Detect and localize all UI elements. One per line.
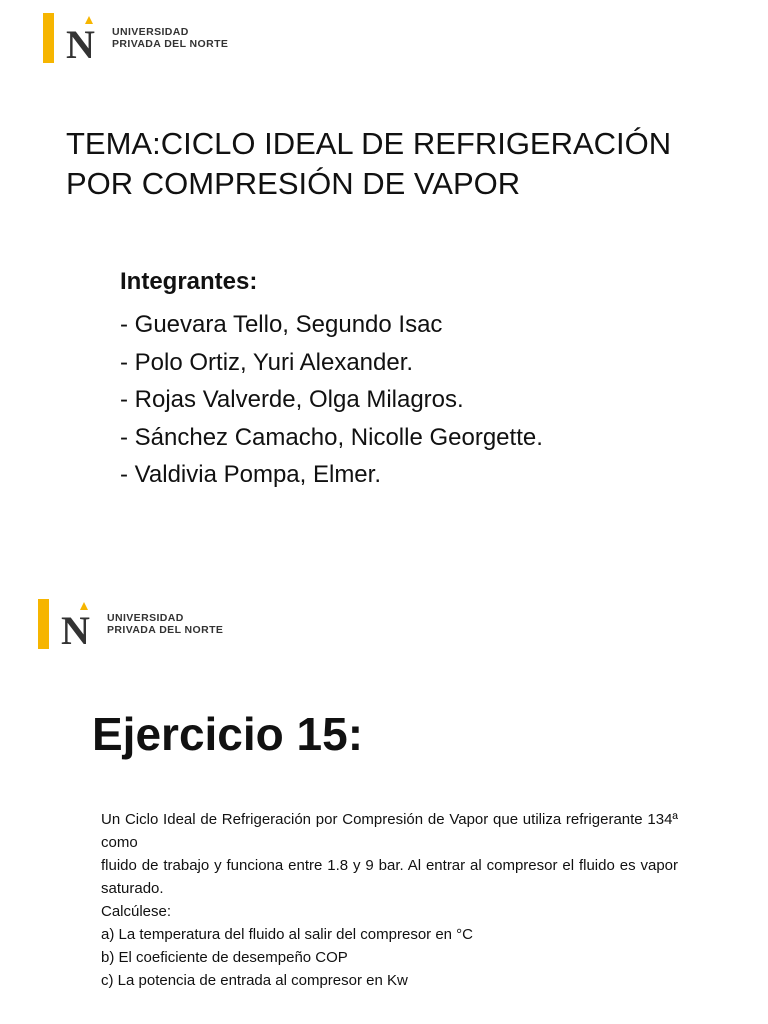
university-logo: [43, 13, 228, 63]
member-item: - Valdivia Pompa, Elmer.: [120, 461, 381, 488]
logo-text-line2: PRIVADA DEL NORTE: [107, 624, 224, 636]
slide-title: [66, 124, 726, 204]
logo-n-icon: [66, 16, 102, 60]
slide-title-line2: POR COMPRESIÓN DE VAPOR: [66, 166, 521, 201]
logo-n-icon: [61, 602, 97, 646]
problem-paragraph: a) La temperatura del fluido al salir del compresor en °C: [101, 926, 474, 943]
logo-accent-bar: [43, 13, 54, 63]
logo-text-line1: UNIVERSIDAD: [107, 612, 184, 624]
problem-paragraph: Calcúlese:: [101, 903, 172, 920]
logo-text-line2: PRIVADA DEL NORTE: [112, 38, 229, 50]
logo-text: [107, 612, 223, 636]
member-item: - Rojas Valverde, Olga Milagros.: [120, 386, 464, 413]
member-item: - Sánchez Camacho, Nicolle Georgette.: [120, 423, 543, 451]
problem-paragraph: Un Ciclo Ideal de Refrigeración por Compresión de Vapor que utiliza refrigerante 134ª como: [101, 811, 678, 851]
member-item: - Polo Ortiz, Yuri Alexander.: [120, 348, 414, 376]
logo-text-line1: UNIVERSIDAD: [112, 26, 189, 38]
members-list: [120, 306, 543, 494]
university-logo: [38, 599, 223, 649]
logo-text: [112, 26, 228, 50]
member-item: - Guevara Tello, Segundo Isac: [120, 311, 443, 338]
problem-statement: [101, 808, 678, 992]
members-heading: Integrantes:: [120, 268, 258, 295]
svg-text:N: N: [61, 608, 90, 646]
logo-accent-bar: [38, 599, 49, 649]
exercise-heading: Ejercicio 15:: [92, 708, 364, 760]
svg-text:N: N: [66, 22, 95, 60]
slide-title-line1: TEMA:CICLO IDEAL DE REFRIGERACIÓN: [66, 126, 672, 161]
problem-paragraph: c) La potencia de entrada al compresor en Kw: [101, 972, 408, 989]
problem-paragraph: fluido de trabajo y funciona entre 1.8 y 9 bar. Al entrar al compresor el fluido es vapor saturado.: [101, 857, 678, 897]
problem-paragraph: b) El coeficiente de desempeño COP: [101, 949, 348, 966]
